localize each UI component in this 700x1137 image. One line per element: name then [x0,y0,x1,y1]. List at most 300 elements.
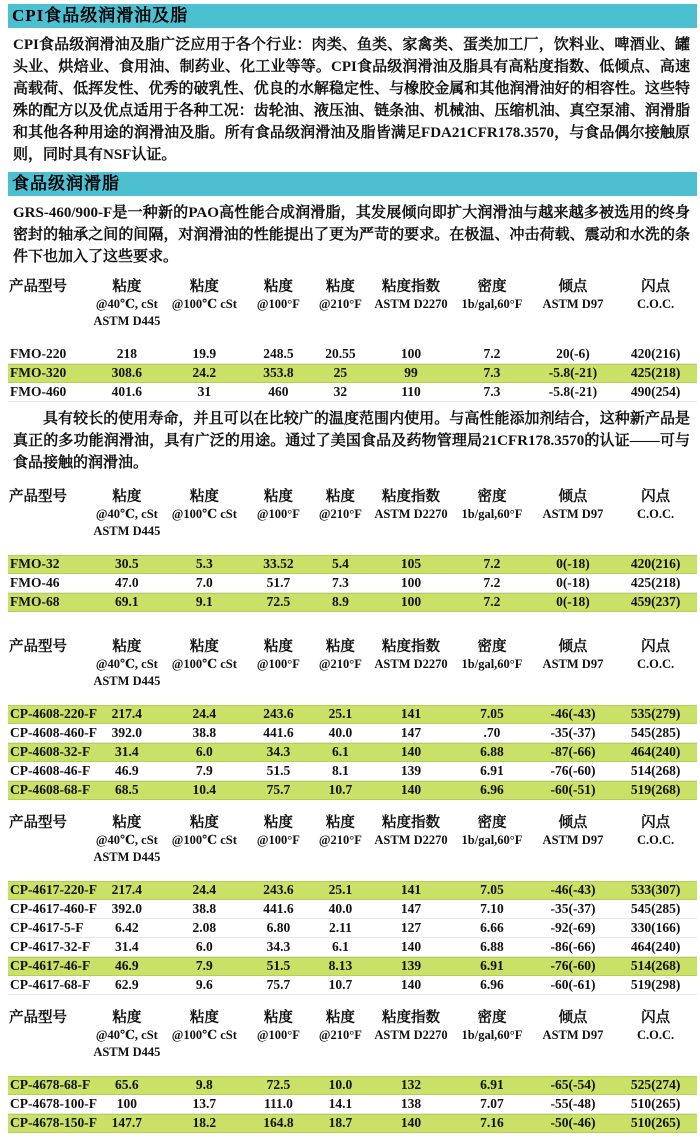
column-header-line1: 密度 [477,639,507,655]
table-header-row [8,488,697,540]
column-header [532,814,615,849]
cell-value: 147.7 [111,1115,143,1130]
column-header [532,488,615,523]
cell-value: 7.10 [480,901,504,916]
column-header-line2: @40℃, cSt [95,1028,158,1042]
column-header-line1: 粘度 [263,279,293,295]
cell-model: FMO-320 [10,365,67,380]
column-header-line2: ASTM D2270 [374,657,448,671]
cell-value: 34.3 [266,939,291,954]
table-row [8,724,697,743]
column-header [614,488,697,523]
cell-value: 7.9 [195,763,213,778]
cell-value: 8.9 [331,594,349,609]
cell-model: FMO-220 [10,346,67,361]
cell-value: 6.88 [480,744,504,759]
column-header-line2: @100℃ cSt [171,297,237,311]
cell-model: CP-4617-5-F [10,920,84,935]
cell-value: -5.8(-21) [548,365,598,380]
table-row [8,976,697,995]
cell-value: 243.6 [263,706,294,721]
column-header-line2: ASTM D97 [542,1028,604,1042]
cell-value: 9.1 [195,594,213,609]
cell-value: 7.05 [480,882,504,897]
cell-value: 140 [400,1115,422,1130]
cell-value: 218 [116,346,137,361]
cell-value: 459(237) [630,594,681,609]
cell-value: 510(265) [630,1096,681,1111]
cell-value: 9.8 [195,1077,213,1092]
cell-value: 100 [400,594,422,609]
cell-value: 248.5 [263,346,294,361]
cell-value: 140 [400,782,422,797]
cell-value: 441.6 [263,901,294,916]
column-header-line3: ASTM D445 [93,850,161,864]
column-header-line2: ASTM D2270 [374,297,448,311]
cell-model: CP-4678-100-F [10,1096,97,1111]
column-header-line1: 粘度 [263,639,293,655]
column-header-line2: @210°F [318,507,362,521]
column-header [532,638,615,673]
table-row [8,1076,697,1095]
cell-value: -50(-46) [550,1115,596,1130]
table-header-row [8,278,697,330]
column-header-line2: C.O.C. [637,657,675,671]
cell-value: 525(274) [630,1077,681,1092]
cell-value: 111.0 [263,1096,293,1111]
cell-value: -5.8(-21) [548,384,598,399]
cell-model: CP-4608-68-F [10,782,91,797]
column-header [370,1009,453,1044]
cell-value: 519(268) [630,782,681,797]
column-header-line1: 粘度 [112,279,142,295]
table-body [8,881,697,995]
cell-value: 164.8 [263,1115,294,1130]
cell-value: 7.0 [195,575,213,590]
column-header-line2: @40℃, cSt [95,507,158,521]
cell-value: 65.6 [115,1077,139,1092]
cell-value: 460 [268,384,289,399]
table-row [8,919,697,938]
column-header-line1: 粘度 [325,1010,355,1026]
cell-value: 0(-18) [556,575,590,590]
column-header-line1: 粘度 [112,639,142,655]
cell-value: 62.9 [115,977,139,992]
column-header [452,814,531,849]
column-header [370,488,453,523]
column-header-line1: 粘度 [263,815,293,831]
cell-value: 7.2 [483,556,501,571]
table-body [8,1076,697,1133]
column-header-line1: 粘度指数 [382,815,441,831]
cell-value: 7.9 [195,958,213,973]
column-header-line2: @210°F [318,833,362,847]
column-header [614,638,697,673]
cell-model: CP-4617-32-F [10,939,91,954]
cell-value: -86(-66) [550,939,596,954]
column-header-line2: @40℃, cSt [95,833,158,847]
cell-value: 8.13 [328,958,353,973]
cell-model: FMO-32 [10,556,60,571]
column-header-line2: ASTM D2270 [374,1028,448,1042]
cell-value: 6.1 [331,939,349,954]
cell-value: 2.08 [192,920,217,935]
cell-value: 51.7 [266,575,291,590]
cell-model: CP-4678-150-F [10,1115,97,1130]
cell-value: -46(-43) [550,706,596,721]
cell-value: 132 [400,1077,422,1092]
column-header-line1: 倾点 [558,489,588,505]
column-header-line2: 1b/gal,60°F [461,833,523,847]
column-header [452,278,531,313]
cell-value: 7.2 [483,594,501,609]
cell-value: 8.1 [331,763,349,778]
column-header-line2: @210°F [318,297,362,311]
column-header-line1: 倾点 [558,279,588,295]
column-header-line2: ASTM D2270 [374,833,448,847]
cell-value: 535(279) [630,706,681,721]
column-header-line1: 密度 [477,489,507,505]
cell-model: CP-4617-46-F [10,958,91,973]
column-header-model: 产品型号 [9,489,67,505]
cell-value: 217.4 [111,706,143,721]
column-header-line2: @210°F [318,1028,362,1042]
column-header-line1: 密度 [477,815,507,831]
table-row [8,938,697,957]
cell-value: 68.5 [115,782,139,797]
column-header [163,1009,246,1044]
column-header-model: 产品型号 [9,815,67,831]
cell-value: 6.66 [480,920,504,935]
cell-value: 519(298) [630,977,681,992]
column-header [452,638,531,673]
column-header-line1: 粘度 [189,279,219,295]
cell-value: 545(285) [630,725,681,740]
column-header-line3: ASTM D445 [93,674,161,688]
spec-table-fmo-heavy [8,278,697,402]
table-row [8,593,697,612]
column-header-line2: C.O.C. [637,1028,675,1042]
table-header-row [8,814,697,866]
table-row [8,1114,697,1133]
cell-value: 7.3 [483,365,501,380]
column-header-line2: @100°F [256,1028,300,1042]
cell-value: 6.96 [480,782,504,797]
cell-value: 6.80 [266,920,291,935]
cell-value: 72.5 [266,594,291,609]
column-header-line2: @100°F [256,297,300,311]
table-body [8,555,697,612]
cell-value: 140 [400,977,422,992]
column-header [246,1009,311,1044]
column-header [370,638,453,673]
column-header-line1: 粘度 [112,489,142,505]
column-header-line1: 粘度指数 [382,639,441,655]
column-header-line1: 粘度 [325,815,355,831]
cell-value: 425(218) [630,575,681,590]
cell-value: 5.3 [195,556,213,571]
column-header [452,1009,531,1044]
spec-table-cp4617 [8,814,697,995]
cell-value: 5.4 [331,556,349,571]
cell-value: 425(218) [630,365,681,380]
oils-intro-paragraph: CPI食品级润滑油及脂广泛应用于各个行业：肉类、鱼类、家禽类、蛋类加工厂，饮料业、啤酒业、罐头业、烘焙业、食用油、制药业、化工业等等。CPI食品级润滑油及脂具有高粘度指数、低倾点、高速高载荷、低挥发性、优秀的破乳性、优良的水解稳定性、与橡胶金属和其他润滑油好的相容性。这些特殊的配方以及优点适用于各种工况：齿轮油、液压油、链条油、机械油、压缩机油、真空泵浦、润滑脂和其他各种用途的润滑油及脂。所有食品级润滑油及脂皆满足FDA21CFR178.3570，与食品偶尔接触原则，同时具有NSF认证。 [13,37,690,163]
column-header-model: 产品型号 [9,279,67,295]
section-title-oils: CPI食品级润滑油及脂 [8,4,697,28]
column-header-line2: @100℃ cSt [171,1028,237,1042]
column-header [91,488,163,540]
cell-value: -35(-37) [550,725,596,740]
cell-value: 7.16 [480,1115,504,1130]
column-header [452,488,531,523]
cell-value: -35(-37) [550,901,596,916]
table-row [8,900,697,919]
cell-value: 308.6 [111,365,143,380]
cell-value: 25 [333,365,348,380]
cell-model: CP-4617-460-F [10,901,97,916]
cell-value: 10.0 [328,1077,353,1092]
cell-value: 100 [400,346,422,361]
column-header-line3: ASTM D445 [93,314,161,328]
table-row [8,383,697,402]
cell-value: 72.5 [266,1077,291,1092]
cell-model: CP-4617-220-F [10,882,97,897]
column-header-line1: 倾点 [558,815,588,831]
cell-model: CP-4608-46-F [10,763,91,778]
cell-value: 545(285) [630,901,681,916]
column-header [91,1009,163,1061]
cell-value: 6.96 [480,977,504,992]
cell-value: 10.7 [328,782,353,797]
cell-value: 420(216) [630,346,681,361]
column-header [246,278,311,313]
column-header-line1: 密度 [477,1010,507,1026]
cell-value: 7.05 [480,706,504,721]
column-header [614,814,697,849]
column-header-line2: ASTM D97 [542,657,604,671]
cell-value: 40.0 [328,725,353,740]
cell-value: 51.5 [266,958,291,973]
column-header-line1: 倾点 [558,1010,588,1026]
fmo-light-paragraph: 具有较长的使用寿命，并且可以在比较广的温度范围内使用。与高性能添加剂结合，这种新产品是真正的多功能润滑油，具有广泛的用途。通过了美国食品及药物管理局21CFR178.3570的认证——可与食品接触的润滑油。 [13,411,690,471]
column-header-line2: 1b/gal,60°F [461,297,523,311]
column-header-line1: 闪点 [641,489,671,505]
cell-value: 33.52 [263,556,294,571]
column-header [246,488,311,523]
column-header-model: 产品型号 [9,1010,67,1026]
table-row [8,574,697,593]
column-header-line2: ASTM D97 [542,833,604,847]
cell-value: 7.07 [480,1096,504,1111]
table-row [8,881,697,900]
column-header-line1: 粘度指数 [382,489,441,505]
column-header [614,278,697,313]
table-row [8,762,697,781]
cell-value: 392.0 [111,901,143,916]
cell-value: 25.1 [328,882,353,897]
cell-value: 0(-18) [556,556,590,571]
cell-value: 38.8 [192,901,217,916]
cell-value: 2.11 [328,920,352,935]
cell-value: 6.42 [115,920,139,935]
cell-value: 19.9 [192,346,217,361]
cell-value: 401.6 [111,384,143,399]
cell-value: 6.91 [480,958,504,973]
column-header-line2: @100°F [256,507,300,521]
cell-value: 100 [116,1096,137,1111]
cell-value: 464(240) [630,939,681,954]
spec-table-fmo-light [8,488,697,612]
cell-value: .70 [483,725,501,740]
cell-model: CP-4608-32-F [10,744,91,759]
column-header-line1: 粘度 [189,1010,219,1026]
cell-value: 141 [400,882,422,897]
table-row [8,1095,697,1114]
column-header-line2: 1b/gal,60°F [461,1028,523,1042]
cell-value: 31.4 [115,744,139,759]
cell-value: 7.3 [331,575,349,590]
cell-value: 24.4 [192,882,217,897]
column-header [532,1009,615,1044]
column-header-line1: 粘度 [112,815,142,831]
table-row [8,555,697,574]
table-row [8,957,697,976]
column-header-line1: 粘度 [189,815,219,831]
cell-value: 392.0 [111,725,143,740]
column-header [163,278,246,313]
cell-value: 100 [400,575,422,590]
cell-value: 10.4 [192,782,217,797]
cell-value: 14.1 [328,1096,353,1111]
column-header-line1: 倾点 [558,639,588,655]
table-row [8,364,697,383]
cell-value: 105 [400,556,422,571]
cell-value: 514(268) [630,763,681,778]
column-header-line2: C.O.C. [637,297,675,311]
cell-value: 330(166) [630,920,681,935]
cell-value: 9.6 [195,977,213,992]
cell-value: 75.7 [266,977,291,992]
cell-value: -76(-60) [550,958,596,973]
cell-model: FMO-460 [10,384,67,399]
column-header-line1: 粘度指数 [382,279,441,295]
cell-value: 20(-6) [556,346,590,361]
column-header-line2: @100℃ cSt [171,833,237,847]
table-body [8,345,697,402]
cell-value: 24.4 [192,706,217,721]
column-header-line1: 粘度 [189,489,219,505]
cell-value: 18.2 [192,1115,217,1130]
cell-value: 420(216) [630,556,681,571]
cell-value: 6.88 [480,939,504,954]
column-header-line2: C.O.C. [637,507,675,521]
cell-value: 31.4 [115,939,139,954]
column-header [246,814,311,849]
cell-value: 110 [401,384,421,399]
cell-value: -55(-48) [550,1096,596,1111]
cell-value: -65(-54) [550,1077,596,1092]
cell-model: CP-4617-68-F [10,977,91,992]
column-header-line1: 闪点 [641,279,671,295]
cell-value: 353.8 [263,365,294,380]
cell-value: -60(-61) [550,977,596,992]
table-row [8,345,697,364]
table-header-row [8,638,697,690]
cell-value: 533(307) [630,882,681,897]
column-header-line2: @100°F [256,657,300,671]
cell-value: 34.3 [266,744,291,759]
cell-value: 51.5 [266,763,291,778]
cell-value: 7.2 [483,346,501,361]
cell-model: CP-4608-460-F [10,725,97,740]
column-header-line2: 1b/gal,60°F [461,657,523,671]
cell-value: 514(268) [630,958,681,973]
column-header-line1: 粘度 [263,1010,293,1026]
column-header-line2: 1b/gal,60°F [461,507,523,521]
column-header [370,814,453,849]
cell-value: 139 [400,958,422,973]
column-header-line1: 粘度 [112,1010,142,1026]
cell-value: 147 [400,725,422,740]
cell-value: 6.1 [331,744,349,759]
column-header [91,814,163,866]
column-header-line1: 粘度 [189,639,219,655]
column-header [532,278,615,313]
table-row [8,705,697,724]
column-header-line2: @40℃, cSt [95,657,158,671]
table-row [8,743,697,762]
cell-value: 46.9 [115,763,139,778]
table-row [8,781,697,800]
cell-value: 140 [400,744,422,759]
cell-model: CP-4678-68-F [10,1077,91,1092]
column-header [311,278,370,313]
cell-value: 10.7 [328,977,353,992]
cell-value: 47.0 [115,575,139,590]
column-header-line3: ASTM D445 [93,1045,161,1059]
grease-intro-paragraph: GRS-460/900-F是一种新的PAO高性能合成润滑脂，其发展倾向即扩大润滑油与越来越多被选用的终身密封的轴承之间的间隔，对润滑油的性能提出了更为严苛的要求。在极温、冲击荷载、震动和水洗的条件下也加入了这些要求。 [13,205,690,265]
cell-value: -76(-60) [550,763,596,778]
cell-value: 6.0 [195,744,213,759]
cell-value: 46.9 [115,958,139,973]
cell-value: -46(-43) [550,882,596,897]
column-header [614,1009,697,1044]
spec-table-cp4678 [8,1009,697,1133]
column-header [91,278,163,330]
column-header [311,814,370,849]
column-header-line1: 闪点 [641,639,671,655]
section-title-grease: 食品级润滑脂 [8,172,697,196]
column-header-line2: @40℃, cSt [95,297,158,311]
column-header-line1: 闪点 [641,815,671,831]
column-header [91,638,163,690]
cell-value: 510(265) [630,1115,681,1130]
cell-value: 6.0 [195,939,213,954]
cell-value: 441.6 [263,725,294,740]
cell-model: FMO-68 [10,594,60,609]
cell-value: 20.55 [325,346,356,361]
cell-value: 217.4 [111,882,143,897]
cell-value: 127 [400,920,422,935]
cell-value: 99 [404,365,418,380]
column-header-line2: C.O.C. [637,833,675,847]
cell-model: CP-4608-220-F [10,706,97,721]
cell-value: 25.1 [328,706,353,721]
column-header-line1: 密度 [477,279,507,295]
cell-value: 0(-18) [556,594,590,609]
column-header-line2: @100°F [256,833,300,847]
cell-value: -92(-69) [550,920,596,935]
